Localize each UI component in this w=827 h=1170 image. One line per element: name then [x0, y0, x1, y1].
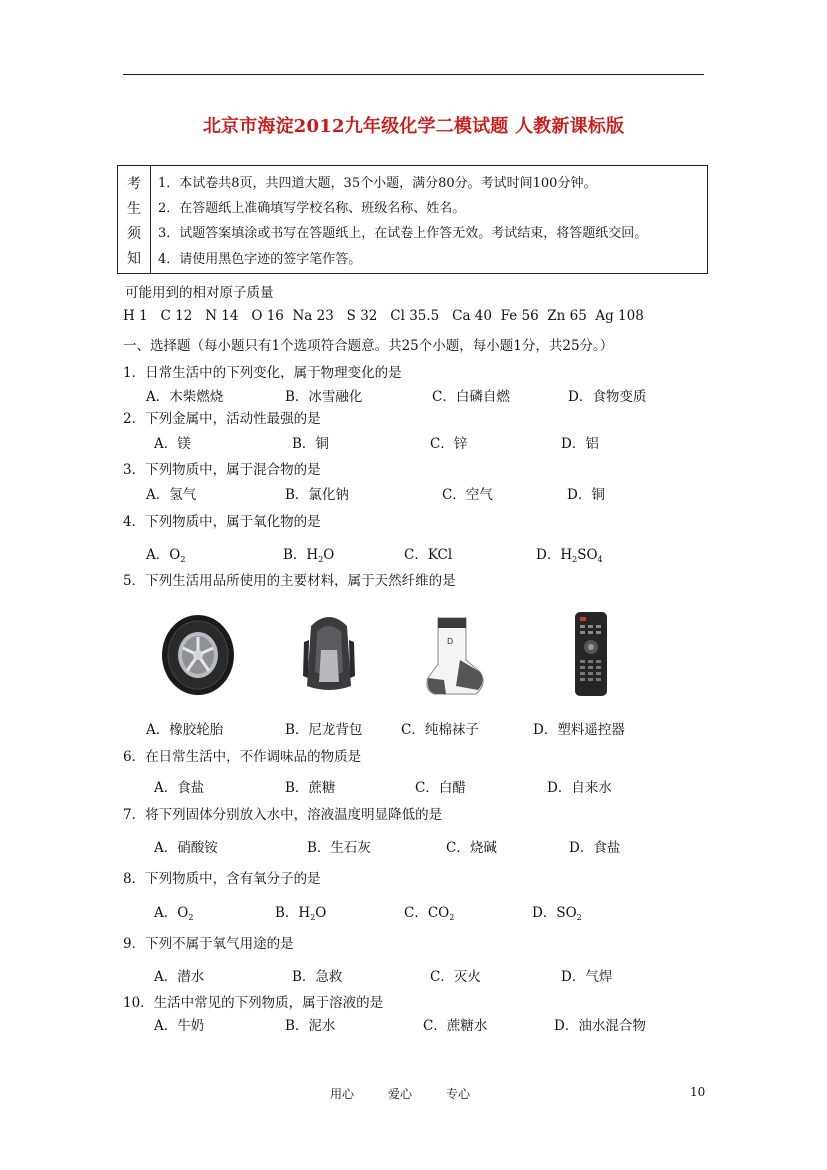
side-char: 须 — [127, 226, 141, 242]
question-stem: 10．生活中常见的下列物质，属于溶液的是 — [123, 995, 384, 1011]
option-d: D．$SO_2$ — [532, 905, 582, 922]
question-stem: 3．下列物质中，属于混合物的是 — [123, 462, 321, 478]
question-stem: 2．下列金属中，活动性最强的是 — [123, 411, 321, 427]
remote-control-image — [571, 610, 611, 698]
notice-rule: 3．试题答案填涂或书写在答题纸上，在试卷上作答无效。考试结束，将答题纸交回。 — [158, 226, 648, 241]
footer-motto: 用心 — [330, 1087, 355, 1101]
exam-notice-box — [117, 165, 708, 274]
notice-rule: 1．本试卷共8页，共四道大题，35个小题，满分80分。考试时间100分钟。 — [158, 176, 597, 191]
option-b: B．尼龙背包 — [285, 722, 363, 738]
option-a: A．木柴燃烧 — [146, 389, 224, 405]
option-c: C．空气 — [442, 487, 493, 503]
side-char: 知 — [127, 251, 141, 267]
option-b: B．氯化钠 — [285, 487, 349, 503]
option-c: C．KCl — [404, 547, 453, 563]
question-stem: 1．日常生活中的下列变化，属于物理变化的是 — [123, 365, 402, 381]
option-b: B．$H_2O$ — [283, 547, 335, 564]
side-char: 考 — [127, 176, 141, 192]
notice-rule: 2．在答题纸上准确填写学校名称、班级名称、姓名。 — [158, 201, 466, 216]
question-stem: 8．下列物质中，含有氧分子的是 — [123, 871, 321, 887]
footer-motto: 爱心 — [388, 1087, 413, 1101]
option-a: A．牛奶 — [154, 1018, 205, 1034]
option-a: A．镁 — [154, 436, 191, 452]
option-b: B．铜 — [292, 436, 329, 452]
question-stem: 5．下列生活用品所使用的主要材料，属于天然纤维的是 — [123, 573, 456, 589]
atomic-mass-values: H 1 C 12 N 14 O 16 Na 23 S 32 Cl 35.5 Ca 40 Fe 56 Zn 65 Ag 108 — [123, 308, 644, 324]
option-c: C．$CO_2$ — [404, 905, 455, 922]
option-b: B．急救 — [292, 969, 343, 985]
tire-image — [159, 612, 237, 698]
option-c: C．锌 — [430, 436, 468, 452]
page-number: 10 — [690, 1085, 706, 1099]
option-b: B．蔗糖 — [285, 780, 336, 796]
option-a: A．橡胶轮胎 — [146, 722, 224, 738]
atomic-mass-heading: 可能用到的相对原子质量 — [125, 285, 274, 301]
option-b: B．$H_2O$ — [275, 905, 327, 922]
option-c: C．蔗糖水 — [423, 1018, 488, 1034]
option-d: D．铝 — [561, 436, 599, 452]
option-a: A．潜水 — [154, 969, 205, 985]
svg-text:D: D — [447, 637, 454, 646]
option-b: B．泥水 — [285, 1018, 336, 1034]
question-stem: 4．下列物质中，属于氧化物的是 — [123, 514, 321, 530]
notice-rule: 4．请使用黑色字迹的签字笔作答。 — [158, 252, 362, 267]
option-a: A．$O_2$ — [154, 905, 194, 922]
option-c: C．白磷自燃 — [432, 389, 510, 405]
question-stem: 7．将下列固体分别放入水中，溶液温度明显降低的是 — [123, 807, 443, 823]
side-char: 生 — [127, 201, 141, 217]
backpack-image — [299, 612, 359, 694]
option-b: B．冰雪融化 — [285, 389, 363, 405]
question-stem: 9．下列不属于氧气用途的是 — [123, 936, 294, 952]
option-a: A．硝酸铵 — [154, 840, 218, 856]
option-c: C．白醋 — [415, 780, 466, 796]
option-a: A．$O_2$ — [146, 547, 186, 564]
option-d: D．食盐 — [569, 840, 621, 856]
option-d: D．塑料遥控器 — [533, 722, 625, 738]
header-rule — [123, 74, 704, 75]
question-stem: 6．在日常生活中，不作调味品的物质是 — [123, 749, 362, 765]
option-c: C．烧碱 — [446, 840, 497, 856]
option-d: D．油水混合物 — [554, 1018, 646, 1034]
option-c: C．纯棉袜子 — [401, 722, 479, 738]
notice-side-label — [118, 166, 151, 273]
footer-motto: 专心 — [446, 1087, 471, 1101]
option-d: D．$H_2SO_4$ — [536, 547, 603, 564]
option-c: C．灭火 — [430, 969, 481, 985]
option-b: B．生石灰 — [307, 840, 371, 856]
option-d: D．铜 — [567, 487, 605, 503]
option-d: D．自来水 — [547, 780, 612, 796]
option-d: D．气焊 — [561, 969, 613, 985]
option-a: A．氢气 — [146, 487, 197, 503]
sock-image — [420, 614, 488, 700]
option-d: D．食物变质 — [568, 389, 647, 405]
option-a: A．食盐 — [154, 780, 205, 796]
page-title: 北京市海淀2012九年级化学二模试题 人教新课标版 — [202, 116, 625, 137]
section-heading: 一、选择题（每小题只有1个选项符合题意。共25个小题，每小题1分，共25分。） — [123, 338, 614, 354]
